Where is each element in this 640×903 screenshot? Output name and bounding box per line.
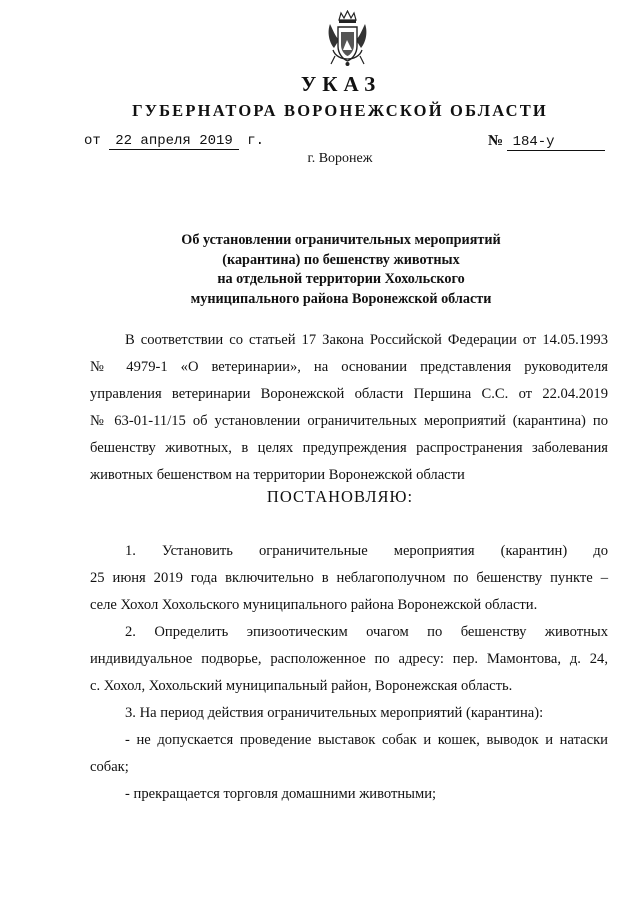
preamble-line: управления ветеринарии Воронежской области Першина С.С. от 22.04.2019 (90, 386, 608, 402)
decree-number (488, 133, 605, 151)
bullet-line: собак; (90, 759, 129, 775)
preamble-line: В соответствии со статьей 17 Закона Российской Федерации от 14.05.1993 (125, 332, 608, 348)
decree-issuer: ГУБЕРНАТОРА ВОРОНЕЖСКОЙ ОБЛАСТИ (132, 101, 548, 120)
preamble-line: № 63-01-11/15 об установлении ограничительных мероприятий (карантина) по (90, 413, 608, 429)
number-sign: № (488, 133, 504, 149)
item-1-line: 25 июня 2019 года включительно в неблагополучном по бешенству пункте – (90, 570, 608, 586)
preamble-line: № 4979-1 «О ветеринарии», на основании представления руководителя (90, 359, 608, 375)
decree-title: УКАЗ (300, 72, 382, 96)
bullet-line: - прекращается торговля домашними животными; (125, 786, 437, 802)
subject-line: на отдельной территории Хохольского (217, 271, 465, 287)
item-2-line: 2. Определить эпизоотическим очагом по бешенству животных (125, 624, 608, 640)
preamble-line: бешенству животных, в целях предупреждения распространения заболевания (90, 440, 608, 456)
subject-line: Об установлении ограничительных мероприятий (181, 232, 501, 248)
number-value: 184-у (507, 134, 605, 151)
resolve-heading: ПОСТАНОВЛЯЮ: (266, 487, 414, 506)
preamble-line: животных бешенством на территории Воронежской области (90, 467, 465, 483)
date-suffix: г. (247, 133, 265, 149)
item-3-line: 3. На период действия ограничительных мероприятий (карантина): (125, 705, 544, 721)
coat-of-arms-icon (325, 10, 370, 68)
item-2-line: индивидуальное подворье, расположенное по адресу: пер. Мамонтова, д. 24, (90, 651, 608, 667)
subject-line: (карантина) по бешенству животных (222, 251, 460, 268)
decree-subject (0, 231, 640, 309)
item-1-line: селе Хохол Хохольского муниципального района Воронежской области. (90, 597, 538, 613)
date-prefix: от (84, 133, 101, 149)
date-value: 22 апреля 2019 (109, 133, 239, 150)
bullet-line: - не допускается проведение выставок собак и кошек, выводок и натаски (125, 732, 608, 748)
subject-line: муниципального района Воронежской области (190, 290, 492, 307)
decree-date (84, 133, 264, 149)
city-line: г. Воронеж (307, 151, 373, 166)
item-2-line: с. Хохол, Хохольский муниципальный район, Воронежская область. (90, 678, 513, 694)
item-1-line: 1. Установить ограничительные мероприятия (карантин) до (125, 543, 608, 559)
